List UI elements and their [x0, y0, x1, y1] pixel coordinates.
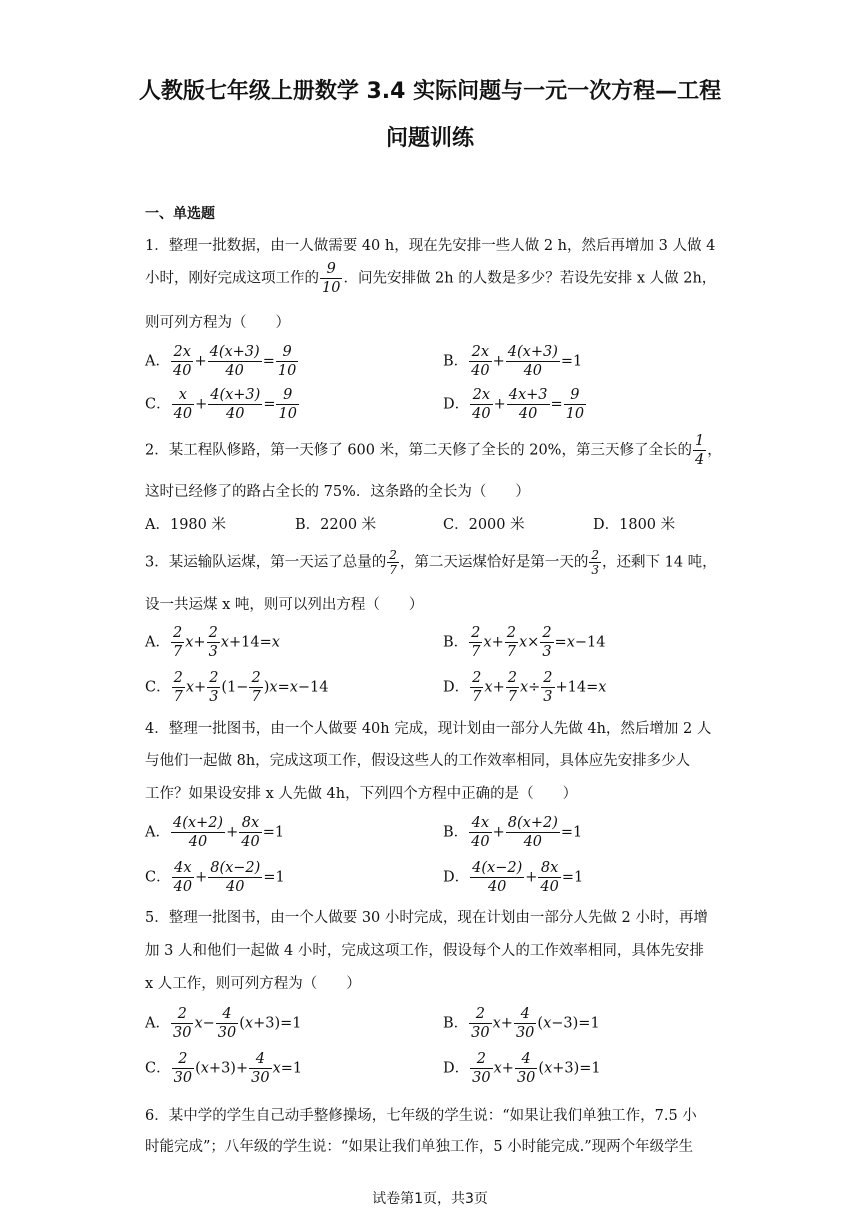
q5-option-b[interactable]: B． $\frac{2}{30}$ x+ $\frac{4}{30}$ (x−3)=1 [443, 1006, 600, 1041]
q3-option-b[interactable]: B． $\frac{2}{7}$ x+ $\frac{2}{7}$ x× $\frac{2}{3}$ =x−14 [443, 625, 606, 660]
q5-line3: x 人工作，则可列方程为（ ） [145, 976, 361, 992]
q1-option-a[interactable]: A． $\frac{2x}{40}$ + $\frac{4(x+3)}{40}$ = $\frac{9}{10}$ [145, 344, 297, 379]
q2-line2: 这时已经修了的路占全长的 75%．这条路的全长为（ ） [145, 484, 530, 500]
q4-line2: 与他们一起做 8h，完成这项工作，假设这些人的工作效率相同，具体应先安排多少人 [145, 753, 691, 769]
q4-option-b[interactable]: B． $\frac{4x}{40}$ + $\frac{8(x+2)}{40}$ =1 [443, 815, 583, 850]
q5-option-d[interactable]: D． $\frac{2}{30}$ x+ $\frac{4}{30}$ (x+3)=1 [443, 1051, 601, 1086]
q1-option-b[interactable]: B． $\frac{2x}{40}$ + $\frac{4(x+3)}{40}$ =1 [443, 344, 583, 379]
q6-line1: 6．某中学的学生自己动手整修操场，七年级的学生说：“如果让我们单独工作，7.5 小 [145, 1108, 697, 1124]
q1-option-d[interactable]: D． $\frac{2x}{40}$ + $\frac{4x+3}{40}$ = $\frac{9}{10}$ [443, 387, 585, 422]
q4-line3: 工作？如果设安排 x 人先做 4h，下列四个方程中正确的是（ ） [145, 786, 578, 802]
q4-line1: 4．整理一批图书，由一个人做要 40h 完成，现计划由一部分人先做 4h，然后增加 2 人 [145, 721, 712, 737]
q3-line1: 3．某运输队运煤，第一天运了总量的 $\frac{2}{7}$ ，第二天运煤恰好是第一天的 $\frac{2}{3}$ ，还剩下 14 吨， [145, 548, 717, 577]
q6-line2: 时能完成”；八年级的学生说：“如果让我们单独工作，5 小时能完成.”现两个年级学生 [145, 1139, 694, 1155]
q2-option-a[interactable]: A．1980 米 [145, 517, 226, 533]
q1-option-c[interactable]: C． $\frac{x}{40}$ + $\frac{4(x+3)}{40}$ = $\frac{9}{10}$ [145, 387, 297, 422]
q2-option-d[interactable]: D．1800 米 [593, 517, 676, 533]
q2-line1: 2．某工程队修路，第一天修了 600 米，第二天修了全长的 20%，第三天修了全长的 $\frac{1}{4}$ ， [145, 433, 722, 468]
q5-option-c[interactable]: C． $\frac{2}{30}$ (x+3)+ $\frac{4}{30}$ x=1 [145, 1051, 303, 1086]
page-title-line1: 人教版七年级上册数学 3.4 实际问题与一元一次方程—工程 [138, 79, 722, 104]
q3-option-d[interactable]: D． $\frac{2}{7}$ x+ $\frac{2}{7}$ x÷ $\frac{2}{3}$ +14=x [443, 670, 607, 705]
q2-option-c[interactable]: C．2000 米 [443, 517, 525, 533]
q4-option-d[interactable]: D． $\frac{4(x-2)}{40}$ + $\frac{8x}{40}$ =1 [443, 860, 584, 895]
page-title-line2: 问题训练 [385, 126, 474, 151]
q5-line2: 加 3 人和他们一起做 4 小时，完成这项工作，假设每个人的工作效率相同，具体先安排 [145, 943, 704, 959]
q1-line1: 1．整理一批数据，由一人做需要 40 h，现在先安排一些人做 2 h，然后再增加 3 人做 4 [145, 238, 716, 254]
q2-option-b[interactable]: B．2200 米 [295, 517, 377, 533]
q3-option-c[interactable]: C． $\frac{2}{7}$ x+ $\frac{2}{3}$ (1− $\frac{2}{7}$ )x=x−14 [145, 670, 329, 705]
q1-line3: 则可列方程为（ ） [145, 315, 290, 331]
section-heading: 一、单选题 [145, 206, 215, 222]
q5-line1: 5．整理一批图书，由一个人做要 30 小时完成，现在计划由一部分人先做 2 小时，再增 [145, 910, 708, 926]
q3-option-a[interactable]: A． $\frac{2}{7}$ x+ $\frac{2}{3}$ x+14=x [145, 625, 280, 660]
q3-line2: 设一共运煤 x 吨，则可以列出方程（ ） [145, 597, 424, 613]
q1-line2: 小时，刚好完成这项工作的 $\frac{9}{10}$ ．问先安排做 2h 的人数是多少？若设先安排 x 人做 2h， [145, 261, 717, 296]
page-footer: 试卷第1页，共3页 [372, 1191, 488, 1207]
q5-option-a[interactable]: A． $\frac{2}{30}$ x− $\frac{4}{30}$ (x+3)=1 [145, 1006, 302, 1041]
q4-option-a[interactable]: A． $\frac{4(x+2)}{40}$ + $\frac{8x}{40}$ =1 [145, 815, 285, 850]
q4-option-c[interactable]: C． $\frac{4x}{40}$ + $\frac{8(x-2)}{40}$ =1 [145, 860, 285, 895]
